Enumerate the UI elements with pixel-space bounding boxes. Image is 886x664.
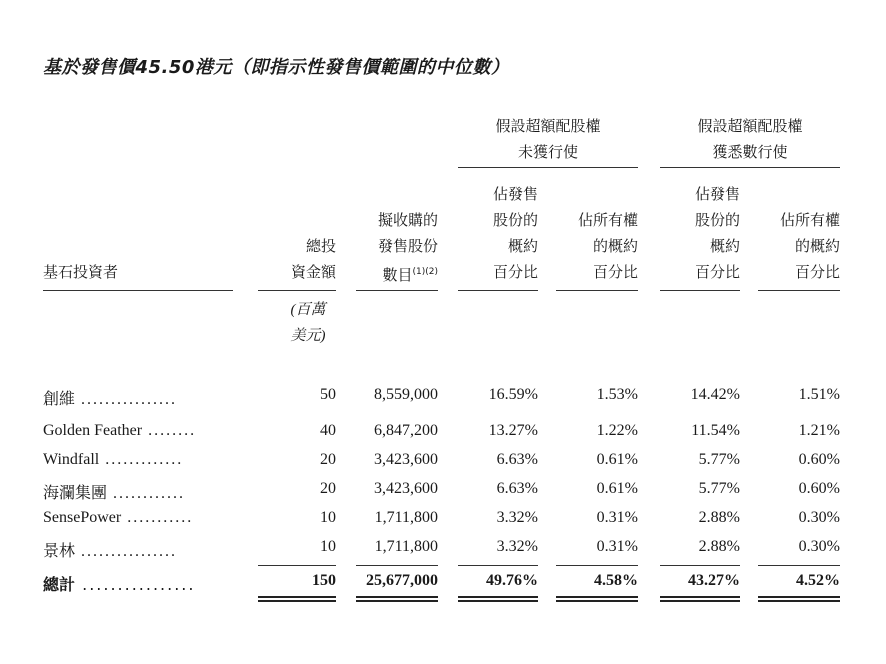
header-line: 發售股份 [377, 237, 438, 255]
header-line: 百分比 [794, 263, 840, 281]
units-line: 美元) [290, 328, 326, 344]
row-investor-name: SensePower ........... [43, 509, 194, 526]
double-rule [258, 596, 336, 602]
group-divider [660, 167, 840, 168]
header-line [356, 259, 438, 288]
header-underline [758, 290, 840, 291]
cell-pct-own-a: 0.61% [596, 451, 638, 468]
header-line: 的概約 [592, 237, 638, 255]
header-investor: 基石投資者 [43, 263, 119, 281]
total-rule [356, 565, 438, 566]
double-rule [660, 596, 740, 602]
footnote-ref: (1)(2) [412, 267, 438, 277]
cell-pct-offer-b: 5.77% [698, 451, 740, 468]
cell-pct-offer-a: 16.59% [488, 386, 538, 403]
cell-shares: 6,847,200 [374, 422, 438, 439]
group-header-line: 未獲行使 [517, 143, 578, 161]
total-pct-own-b: 4.52% [796, 572, 840, 589]
header-shares [356, 207, 438, 288]
cell-amount: 10 [320, 509, 336, 526]
cell-pct-offer-a: 6.63% [496, 451, 538, 468]
cell-pct-own-b: 0.30% [798, 538, 840, 555]
header-pct-own-b [758, 207, 840, 285]
header-line: 百分比 [592, 263, 638, 281]
total-rule [258, 565, 336, 566]
group-header-exercised [660, 113, 840, 165]
row-investor-name: Golden Feather ........ [43, 422, 197, 439]
cell-pct-own-b: 0.30% [798, 509, 840, 526]
cell-shares: 1,711,800 [374, 538, 438, 555]
group-header-line: 假設超額配股權 [697, 117, 803, 135]
cell-pct-offer-b: 11.54% [691, 422, 740, 439]
total-rule [758, 565, 840, 566]
investor-name: SensePower [43, 509, 122, 526]
investor-name: 創維 [43, 389, 76, 408]
header-amount [258, 233, 336, 285]
cell-pct-offer-b: 5.77% [698, 480, 740, 497]
header-line: 百分比 [492, 263, 538, 281]
header-line: 佔發售 [694, 185, 740, 203]
header-line: 佔所有權 [779, 211, 840, 229]
header-pct-offer-b [660, 181, 740, 285]
total-shares: 25,677,000 [366, 572, 438, 589]
header-pct-own-a [556, 207, 638, 285]
double-rule [556, 596, 638, 602]
cell-pct-own-a: 1.53% [596, 386, 638, 403]
cell-amount: 10 [320, 538, 336, 555]
cell-pct-offer-b: 2.88% [698, 509, 740, 526]
header-line-text: 數目 [382, 266, 413, 284]
row-investor-name: 創維 ................ [43, 389, 178, 408]
double-rule [458, 596, 538, 602]
cell-amount: 50 [320, 386, 336, 403]
cell-shares: 3,423,600 [374, 451, 438, 468]
cell-pct-offer-b: 2.88% [698, 538, 740, 555]
cell-pct-own-a: 0.31% [596, 509, 638, 526]
page-title: 基於發售價45.50港元（即指示性發售價範圍的中位數） [43, 57, 510, 78]
group-divider [458, 167, 638, 168]
total-pct-offer-b: 43.27% [688, 572, 740, 589]
cell-shares: 3,423,600 [374, 480, 438, 497]
header-line: 概約 [507, 237, 538, 255]
double-rule [356, 596, 438, 602]
row-investor-name: 景林 ................ [43, 541, 178, 560]
total-pct-own-a: 4.58% [594, 572, 638, 589]
group-header-line: 獲悉數行使 [712, 143, 788, 161]
units-line: (百萬 [290, 302, 326, 318]
group-header-not-exercised [458, 113, 638, 165]
total-name: 總計 [43, 575, 76, 594]
header-line: 的概約 [794, 237, 840, 255]
total-pct-offer-a: 49.76% [486, 572, 538, 589]
header-underline [258, 290, 336, 291]
cell-amount: 20 [320, 451, 336, 468]
cell-pct-own-b: 0.60% [798, 480, 840, 497]
cell-shares: 1,711,800 [374, 509, 438, 526]
cell-amount: 20 [320, 480, 336, 497]
units-label [283, 297, 333, 349]
header-line: 資金額 [290, 263, 336, 281]
investor-name: Windfall [43, 451, 100, 468]
cell-pct-offer-a: 6.63% [496, 480, 538, 497]
row-investor-name: Windfall ............. [43, 451, 184, 468]
cell-pct-offer-a: 3.32% [496, 538, 538, 555]
header-underline [356, 290, 438, 291]
header-underline [660, 290, 740, 291]
header-line: 股份的 [492, 211, 538, 229]
header-line: 擬收購的 [377, 211, 438, 229]
cell-pct-offer-a: 13.27% [488, 422, 538, 439]
cell-shares: 8,559,000 [374, 386, 438, 403]
header-underline [43, 290, 233, 291]
group-header-line: 假設超額配股權 [495, 117, 601, 135]
cell-pct-own-b: 1.51% [798, 386, 840, 403]
investor-name: 景林 [43, 541, 76, 560]
header-line: 概約 [709, 237, 740, 255]
cell-pct-own-a: 0.31% [596, 538, 638, 555]
total-rule [660, 565, 740, 566]
header-pct-offer-a [458, 181, 538, 285]
investor-name: Golden Feather [43, 422, 143, 439]
row-investor-name: 海瀾集團 ............ [43, 483, 186, 502]
header-line: 佔所有權 [577, 211, 638, 229]
header-line: 股份的 [694, 211, 740, 229]
total-rule [458, 565, 538, 566]
cell-pct-offer-b: 14.42% [690, 386, 740, 403]
header-line: 百分比 [694, 263, 740, 281]
header-line: 總投 [305, 237, 336, 255]
cell-amount: 40 [320, 422, 336, 439]
header-line: 佔發售 [492, 185, 538, 203]
cell-pct-own-a: 0.61% [596, 480, 638, 497]
cell-pct-own-b: 0.60% [798, 451, 840, 468]
total-rule [556, 565, 638, 566]
double-rule [758, 596, 840, 602]
header-underline [458, 290, 538, 291]
header-underline [556, 290, 638, 291]
cell-pct-offer-a: 3.32% [496, 509, 538, 526]
investor-name: 海瀾集團 [43, 483, 108, 502]
total-amount: 150 [312, 572, 336, 589]
total-label: 總計 ................ [43, 575, 196, 594]
cell-pct-own-a: 1.22% [596, 422, 638, 439]
cell-pct-own-b: 1.21% [798, 422, 840, 439]
